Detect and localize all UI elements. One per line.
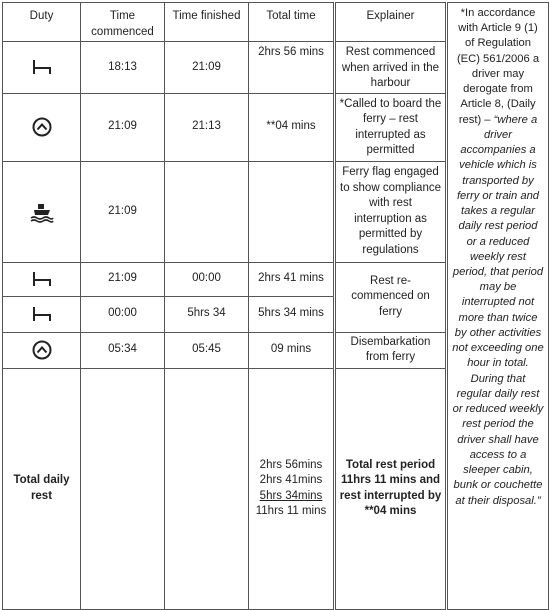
ferry-icon <box>29 201 55 223</box>
duty-cell <box>3 262 81 296</box>
side-note-quote: “where a driver accompanies a vehicle which is transported by ferry or train and takes a regular daily rest period or a reduced weekly rest period, that period may be interrupted not more than twice by other activities not exceeding one hour in total. During that regular daily rest or reduced weekly rest period the driver shall have access to a sleeper cabin, bunk or couchette at their disposal.” <box>452 113 544 507</box>
time-finished-cell: 05:45 <box>165 332 249 368</box>
other-work-icon <box>31 116 53 138</box>
total-time-cell <box>249 161 335 262</box>
duty-cell <box>3 161 81 262</box>
total-explainer-cell: Total rest period 11hrs 11 mins and rest interrupted by **04 mins <box>335 368 447 609</box>
rest-bed-icon <box>31 270 53 288</box>
header-explainer: Explainer <box>335 3 447 42</box>
sum-total-line: 11hrs 11 mins <box>255 505 327 518</box>
header-time-commenced: Time commenced <box>81 3 165 42</box>
time-commenced-cell: 21:09 <box>81 262 165 296</box>
side-note-intro: *In accordance with Article 9 (1) of Regulation (EC) 561/2006 a driver may derogate from Article 8, (Daily rest) – <box>456 7 540 126</box>
time-finished-cell: 21:09 <box>165 42 249 94</box>
header-time-finished: Time finished <box>165 3 249 42</box>
total-time-cell: 5hrs 34 mins <box>249 296 335 332</box>
explainer-cell: Ferry flag engaged to show compliance with rest interruption as permitted by regulations <box>335 161 447 262</box>
time-finished-cell: 00:00 <box>165 262 249 296</box>
duty-cell <box>3 93 81 161</box>
time-finished-cell: 5hrs 34 <box>165 296 249 332</box>
tachograph-rest-table-wrapper <box>2 2 548 605</box>
time-finished-cell <box>165 161 249 262</box>
total-time-cell: 09 mins <box>249 332 335 368</box>
total-time-cell: 2hrs 41 mins <box>249 262 335 296</box>
header-duty: Duty <box>3 3 81 42</box>
time-finished-cell: 21:13 <box>165 93 249 161</box>
time-commenced-cell <box>81 368 165 609</box>
duty-cell <box>3 332 81 368</box>
total-sum-cell <box>249 368 335 609</box>
header-total-time: Total time <box>249 3 335 42</box>
time-finished-cell <box>165 368 249 609</box>
duty-cell <box>3 296 81 332</box>
total-time-cell: 2hrs 56 mins <box>249 42 335 94</box>
rest-bed-icon <box>31 58 53 76</box>
time-commenced-cell: 21:09 <box>81 93 165 161</box>
other-work-icon <box>31 339 53 361</box>
explainer-cell: *Called to board the ferry – rest interrupted as permitted <box>335 93 447 161</box>
total-daily-rest-label: Total daily rest <box>3 368 81 609</box>
duty-time-table <box>2 2 549 610</box>
explainer-cell: Disembarkation from ferry <box>335 332 447 368</box>
rest-bed-icon <box>31 305 53 323</box>
duty-cell <box>3 42 81 94</box>
total-time-cell: **04 mins <box>249 93 335 161</box>
time-commenced-cell: 21:09 <box>81 161 165 262</box>
regulation-side-note <box>447 3 549 610</box>
explainer-cell: Rest commenced when arrived in the harbour <box>335 42 447 94</box>
time-commenced-cell: 18:13 <box>81 42 165 94</box>
sum-line: 2hrs 56mins <box>259 458 323 471</box>
explainer-cell: Rest re-commenced on ferry <box>335 262 447 332</box>
header-row <box>3 3 549 42</box>
time-commenced-cell: 05:34 <box>81 332 165 368</box>
sum-line-underlined: 5hrs 34mins <box>259 489 323 502</box>
time-commenced-cell: 00:00 <box>81 296 165 332</box>
sum-line: 2hrs 41mins <box>259 474 323 487</box>
